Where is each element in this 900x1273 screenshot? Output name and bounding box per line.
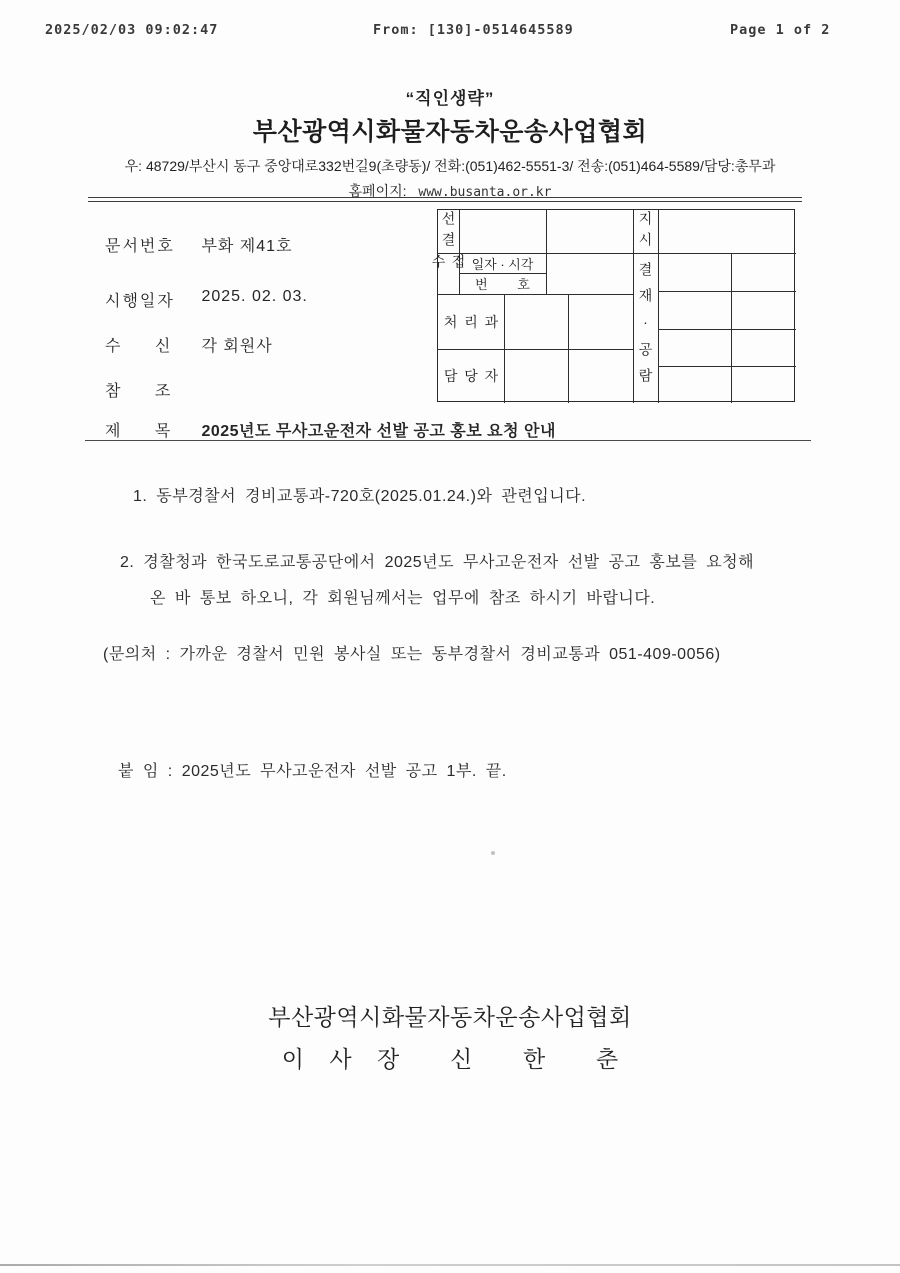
attachment-line: 붙 임 : 2025년도 무사고운전자 선발 공고 1부. 끝. xyxy=(118,763,507,780)
date-time-label: 일자 · 시각 xyxy=(471,256,534,272)
field-label: 문서번호 xyxy=(105,238,175,255)
field-label: 시행일자 xyxy=(105,293,175,310)
cell-handling-dept xyxy=(438,294,504,349)
signature-organization: 부산광역시화물자동차운송사업협회 xyxy=(268,1004,632,1030)
table-line xyxy=(658,291,796,292)
directive-label: 지시 xyxy=(637,211,654,253)
fax-from-number: From: [130]-0514645589 xyxy=(373,22,574,38)
handling-dept-label: 처 리 과 xyxy=(443,313,499,330)
field-value: 2025. 02. 03. xyxy=(201,288,308,305)
field-label: 수 신 xyxy=(105,338,173,355)
table-line xyxy=(658,366,796,367)
body-paragraph-1: 1. 동부경찰서 경비교통과-720호(2025.01.24.)와 관련입니다. xyxy=(133,488,587,505)
body-paragraph-2-line-1: 2. 경찰청과 한국도로교통공단에서 2025년도 무사고운전자 선발 공고 홍보를 요청해 xyxy=(120,554,755,571)
approval-circulation-label: 결재·공람 xyxy=(637,262,654,394)
approval-stamp-table xyxy=(430,209,795,402)
field-subject xyxy=(105,418,556,441)
homepage-label: 홈페이지: xyxy=(348,183,407,199)
field-cc xyxy=(105,378,197,401)
contact-info-line: (문의처 : 가까운 경찰서 민원 봉사실 또는 동부경찰서 경비교통과 051-409-0056) xyxy=(103,646,721,663)
stamp-omitted-note: “직인생략” xyxy=(405,89,495,108)
cell-date-time xyxy=(459,253,546,273)
letterhead-rule xyxy=(88,197,802,202)
number-label: 번 호 xyxy=(475,277,530,292)
homepage-url: www.busanta.or.kr xyxy=(418,185,552,200)
subject-underline xyxy=(85,440,811,441)
receipt-label: 접수 xyxy=(430,254,467,275)
address-line: 우: 48729/부산시 동구 중앙대로332번길9(초량동)/ 전화:(051)462-5551-3/ 전송:(051)464-5589/담당:총무과 xyxy=(124,158,776,174)
scan-edge-line xyxy=(0,1264,900,1266)
pre-approval-label: 선결 xyxy=(440,211,457,253)
table-line xyxy=(731,253,732,403)
fax-datetime: 2025/02/03 09:02:47 xyxy=(45,22,219,38)
field-doc-number xyxy=(105,233,293,256)
cell-number xyxy=(459,273,546,294)
field-value: 각 회원사 xyxy=(201,338,273,355)
field-label: 제 목 xyxy=(105,423,173,440)
cell-receipt xyxy=(430,254,467,294)
field-value: 부화 제41호 xyxy=(201,238,293,255)
fax-page-number: Page 1 of 2 xyxy=(730,22,831,38)
field-label: 참 조 xyxy=(105,383,173,400)
signature-president-name: 이 사 장 신 한 춘 xyxy=(281,1046,619,1072)
field-recipient xyxy=(105,333,273,356)
table-line xyxy=(658,210,659,403)
cell-approval-circulation xyxy=(633,253,658,403)
table-line xyxy=(546,210,547,294)
person-in-charge-label: 담 당 자 xyxy=(443,368,499,384)
table-line xyxy=(658,329,796,330)
cell-person-in-charge xyxy=(438,349,504,403)
field-value: 2025년도 무사고운전자 선발 공고 홍보 요청 안내 xyxy=(201,423,556,440)
organization-title: 부산광역시화물자동차운송사업협회 xyxy=(252,118,648,146)
field-issue-date xyxy=(105,288,308,311)
scan-speck xyxy=(491,851,495,855)
body-paragraph-2-line-2: 온 바 통보 하오니, 각 회원님께서는 업무에 참조 하시기 바랍니다. xyxy=(150,590,656,607)
cell-directive xyxy=(633,211,658,253)
cell-pre-approval xyxy=(438,211,459,253)
